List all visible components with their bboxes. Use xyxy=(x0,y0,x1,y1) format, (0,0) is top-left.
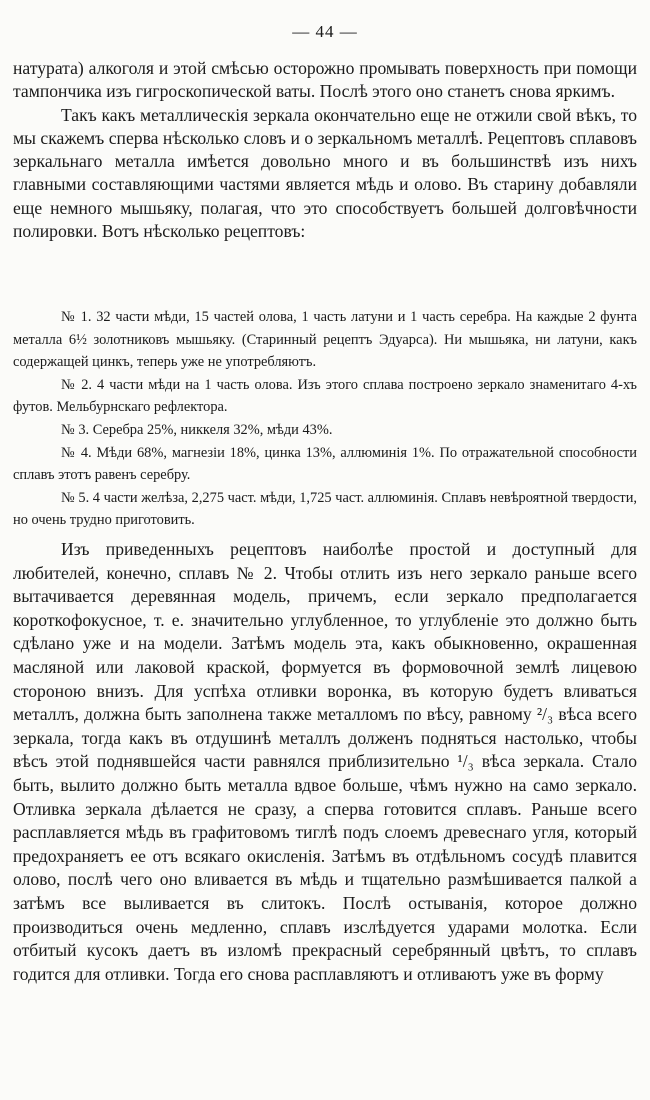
paragraph-mirror-metals: Такъ какъ металлическія зеркала окончательно еще не отжили свой вѣкъ, то мы скажемъ сперва нѣсколько словъ и о зеркальномъ металлѣ. Рецептовъ сплавовъ зеркальнаго металла имѣется довольно много и въ большинствѣ изъ нихъ главными составляющими частями является мѣдь и олово. Въ старину добавляли еще немного мышьяку, полагая, что это способствуетъ большей долговѣчности полировки. Вотъ нѣсколько рецептовъ: xyxy=(13,104,637,242)
recipe-item: № 3. Серебра 25%, никкеля 32%, мѣди 43%. xyxy=(61,421,333,438)
recipe-item: № 2. 4 части мѣди на 1 часть олова. Изъ этого сплава построено зеркало знаменитаго 4-хъ футов. Мельбурнскаго рефлектора. xyxy=(13,376,637,416)
recipe-item: № 1. 32 части мѣди, 15 частей олова, 1 часть латуни и 1 часть серебра. На каждые 2 фунта металла 6½ золотниковъ мышьяку. (Старинный рецептъ Эдуарса). Ни мышьяка, ни латуни, какъ содержащей цинкъ, теперь уже не употребляютъ. xyxy=(13,309,637,371)
recipe-item: № 5. 4 части желѣза, 2,275 част. мѣди, 1,725 част. аллюминія. Сплавъ невѣроятной твердости, но очень трудно приготовить. xyxy=(13,489,637,529)
paragraph-casting: Изъ приведенныхъ рецептовъ наиболѣе простой и доступный для любителей, конечно, сплавъ № 2. Чтобы отлить изъ него зеркало раньше всего вытачивается деревянная модель, причемъ, если зеркало предполагается короткофокусное, т. е. значительно углубленное, то углубленіе это должно быть сдѣлано уже и на модели. Затѣмъ модель эта, какъ обыкновенно, окрашенная масляной или лаковой краской, формуется въ формовочной землѣ лицевою стороною внизъ. Для успѣха отливки воронка, въ которую будетъ вливаться металлъ, должна быть заполнена также металломъ по вѣсу, равному ²/₃ вѣса всего зеркала, тогда какъ въ отдушинѣ металлъ долженъ подняться настолько, чтобы вѣсъ этой поднявшейся части равнялся приблизительно ¹/₃ вѣса зеркала. Стало быть, вылито должно быть металла вдвое больше, чѣмъ нужно на само зеркало. Отливка зеркала дѣлается не сразу, а сперва готовится сплавъ. Раньше всего расплавляется мѣдь въ графитовомъ тиглѣ подъ слоемъ древеснаго угля, который предохраняетъ ее отъ всякаго окисленія. Затѣмъ въ отдѣльномъ сосудѣ плавится олово, послѣ чего оно вливается въ мѣдь и тщательно размѣшивается палкой а затѣмъ все выливается въ слитокъ. Послѣ остыванія, которое должно производиться очень медленно, сплавъ изслѣдуется ударами молотка. Если отбитый кусокъ даетъ въ изломѣ прекрасный серебрянный цвѣтъ, то сплавъ годится для отливки. Тогда его снова расплавляютъ и отливаютъ уже въ форму xyxy=(13,539,637,984)
recipe-item: № 4. Мѣди 68%, магнезіи 18%, цинка 13%, аллюминія 1%. По отражательной способности сплавъ этотъ равенъ серебру. xyxy=(13,444,637,484)
bottom-text-block xyxy=(13,538,637,986)
page-number: — 44 — xyxy=(292,22,358,41)
recipe-list xyxy=(13,306,637,532)
top-text-block xyxy=(13,57,637,243)
paragraph-continuation: натурата) алкоголя и этой смѣсью осторожно промывать поверхность при помощи тампончика изъ гигроскопической ваты. Послѣ этого оно станетъ снова яркимъ. xyxy=(13,58,637,102)
